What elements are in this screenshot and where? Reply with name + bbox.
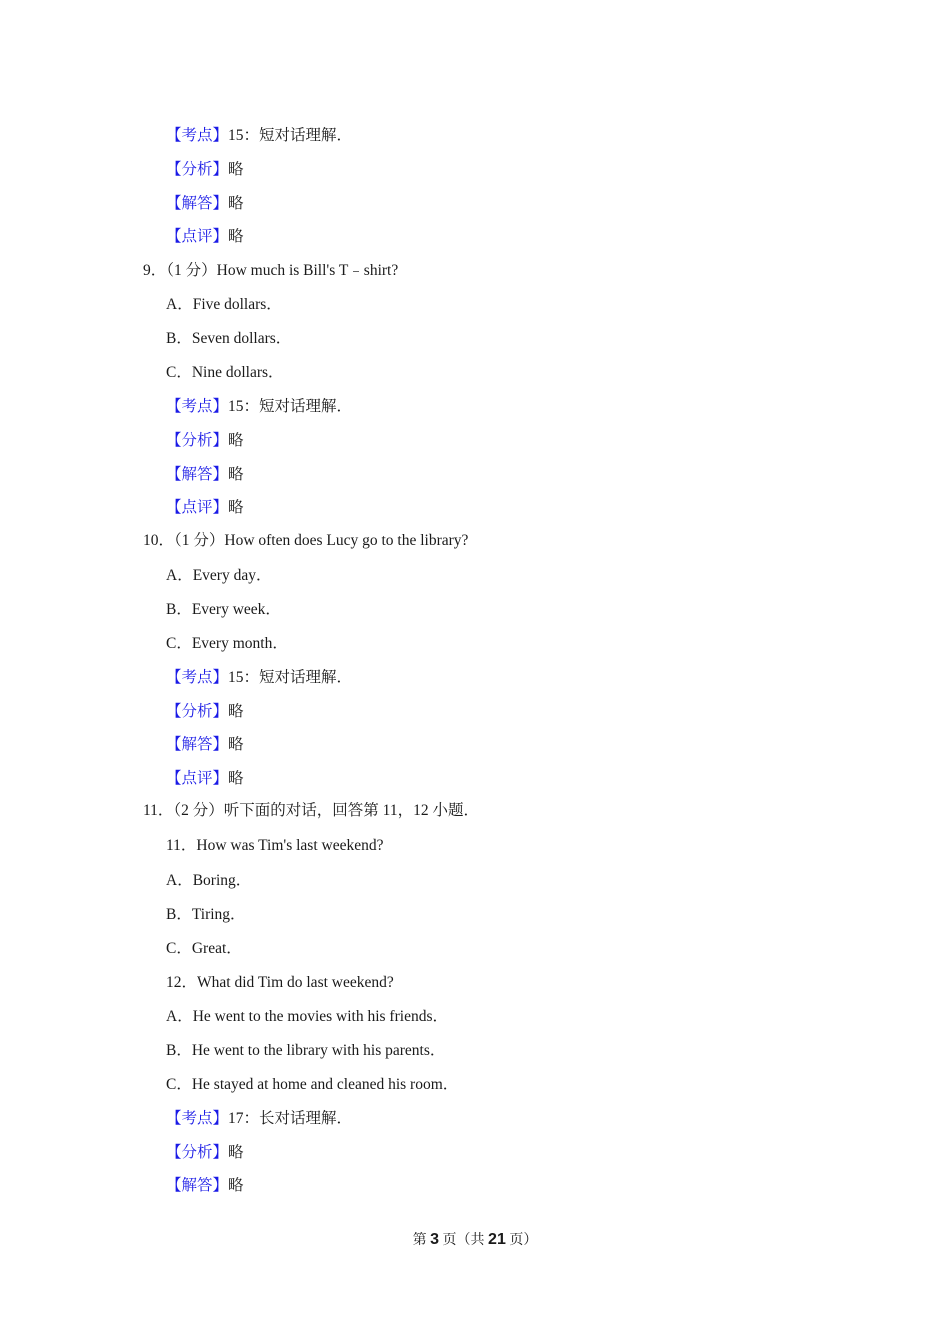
kaodian-text: 17：长对话理解． — [228, 1110, 353, 1127]
jieda-line — [166, 735, 244, 755]
subquestion-11-stem: 11．How was Tim's last weekend? — [166, 837, 384, 854]
jieda-text: 略 — [228, 736, 244, 753]
dianping-line — [166, 498, 244, 518]
fenxi-label: 【分析】 — [166, 161, 229, 178]
question-9-option-a: A．Five dollars． — [166, 296, 282, 313]
question-9-option-b: B．Seven dollars． — [166, 330, 292, 347]
fenxi-line — [166, 1143, 244, 1163]
subquestion-12-option-a: A．He went to the movies with his friends． — [166, 1008, 448, 1025]
question-10-stem: 10．（1 分）How often does Lucy go to the library? — [143, 532, 469, 549]
kaodian-label: 【考点】 — [166, 398, 229, 415]
dianping-label: 【点评】 — [166, 770, 229, 787]
jieda-text: 略 — [228, 1177, 244, 1194]
subquestion-11-option-b: B．Tiring． — [166, 906, 246, 923]
question-10-option-b: B．Every week． — [166, 601, 281, 618]
jieda-line — [166, 465, 244, 485]
page-footer — [0, 1230, 950, 1251]
jieda-label: 【解答】 — [166, 736, 229, 753]
subquestion-12-stem: 12．What did Tim do last weekend? — [166, 974, 394, 991]
jieda-line — [166, 1176, 244, 1196]
kaodian-text: 15：短对话理解． — [228, 398, 353, 415]
footer-page-number: 3 — [430, 1231, 440, 1248]
kaodian-label: 【考点】 — [166, 1110, 229, 1127]
kaodian-label: 【考点】 — [166, 669, 229, 686]
question-9-stem: 9．（1 分）How much is Bill's T﹣shirt? — [143, 262, 399, 279]
kaodian-line — [166, 397, 352, 417]
fenxi-label: 【分析】 — [166, 703, 229, 720]
footer-prefix: 第 — [412, 1233, 431, 1248]
fenxi-label: 【分析】 — [166, 432, 229, 449]
question-10-option-a: A．Every day． — [166, 567, 272, 584]
dianping-label: 【点评】 — [166, 228, 229, 245]
fenxi-text: 略 — [228, 1144, 244, 1161]
jieda-text: 略 — [228, 195, 244, 212]
jieda-label: 【解答】 — [166, 466, 229, 483]
dianping-line — [166, 769, 244, 789]
fenxi-line — [166, 431, 244, 451]
dianping-text: 略 — [228, 228, 244, 245]
kaodian-text: 15：短对话理解． — [228, 127, 353, 144]
fenxi-line — [166, 160, 244, 180]
jieda-label: 【解答】 — [166, 195, 229, 212]
fenxi-text: 略 — [228, 161, 244, 178]
subquestion-11-option-a: A．Boring． — [166, 872, 252, 889]
footer-total-pages: 21 — [488, 1231, 506, 1248]
subquestion-11-option-c: C．Great． — [166, 940, 242, 957]
fenxi-line — [166, 702, 244, 722]
dianping-text: 略 — [228, 770, 244, 787]
subquestion-12-option-c: C．He stayed at home and cleaned his room． — [166, 1076, 459, 1093]
jieda-line — [166, 194, 244, 214]
dianping-text: 略 — [228, 499, 244, 516]
kaodian-label: 【考点】 — [166, 127, 229, 144]
question-11-stem: 11．（2 分）听下面的对话，回答第 11，12 小题． — [143, 802, 479, 819]
subquestion-12-option-b: B．He went to the library with his parents． — [166, 1042, 446, 1059]
fenxi-label: 【分析】 — [166, 1144, 229, 1161]
fenxi-text: 略 — [228, 703, 244, 720]
question-9-option-c: C．Nine dollars． — [166, 364, 284, 381]
kaodian-line — [166, 668, 352, 688]
fenxi-text: 略 — [228, 432, 244, 449]
jieda-label: 【解答】 — [166, 1177, 229, 1194]
dianping-label: 【点评】 — [166, 499, 229, 516]
jieda-text: 略 — [228, 466, 244, 483]
question-10-option-c: C．Every month． — [166, 635, 288, 652]
footer-suffix: 页） — [505, 1233, 538, 1248]
kaodian-line — [166, 126, 352, 146]
dianping-line — [166, 227, 244, 247]
kaodian-text: 15：短对话理解． — [228, 669, 353, 686]
kaodian-line — [166, 1109, 352, 1129]
footer-middle: 页（共 — [439, 1233, 489, 1248]
